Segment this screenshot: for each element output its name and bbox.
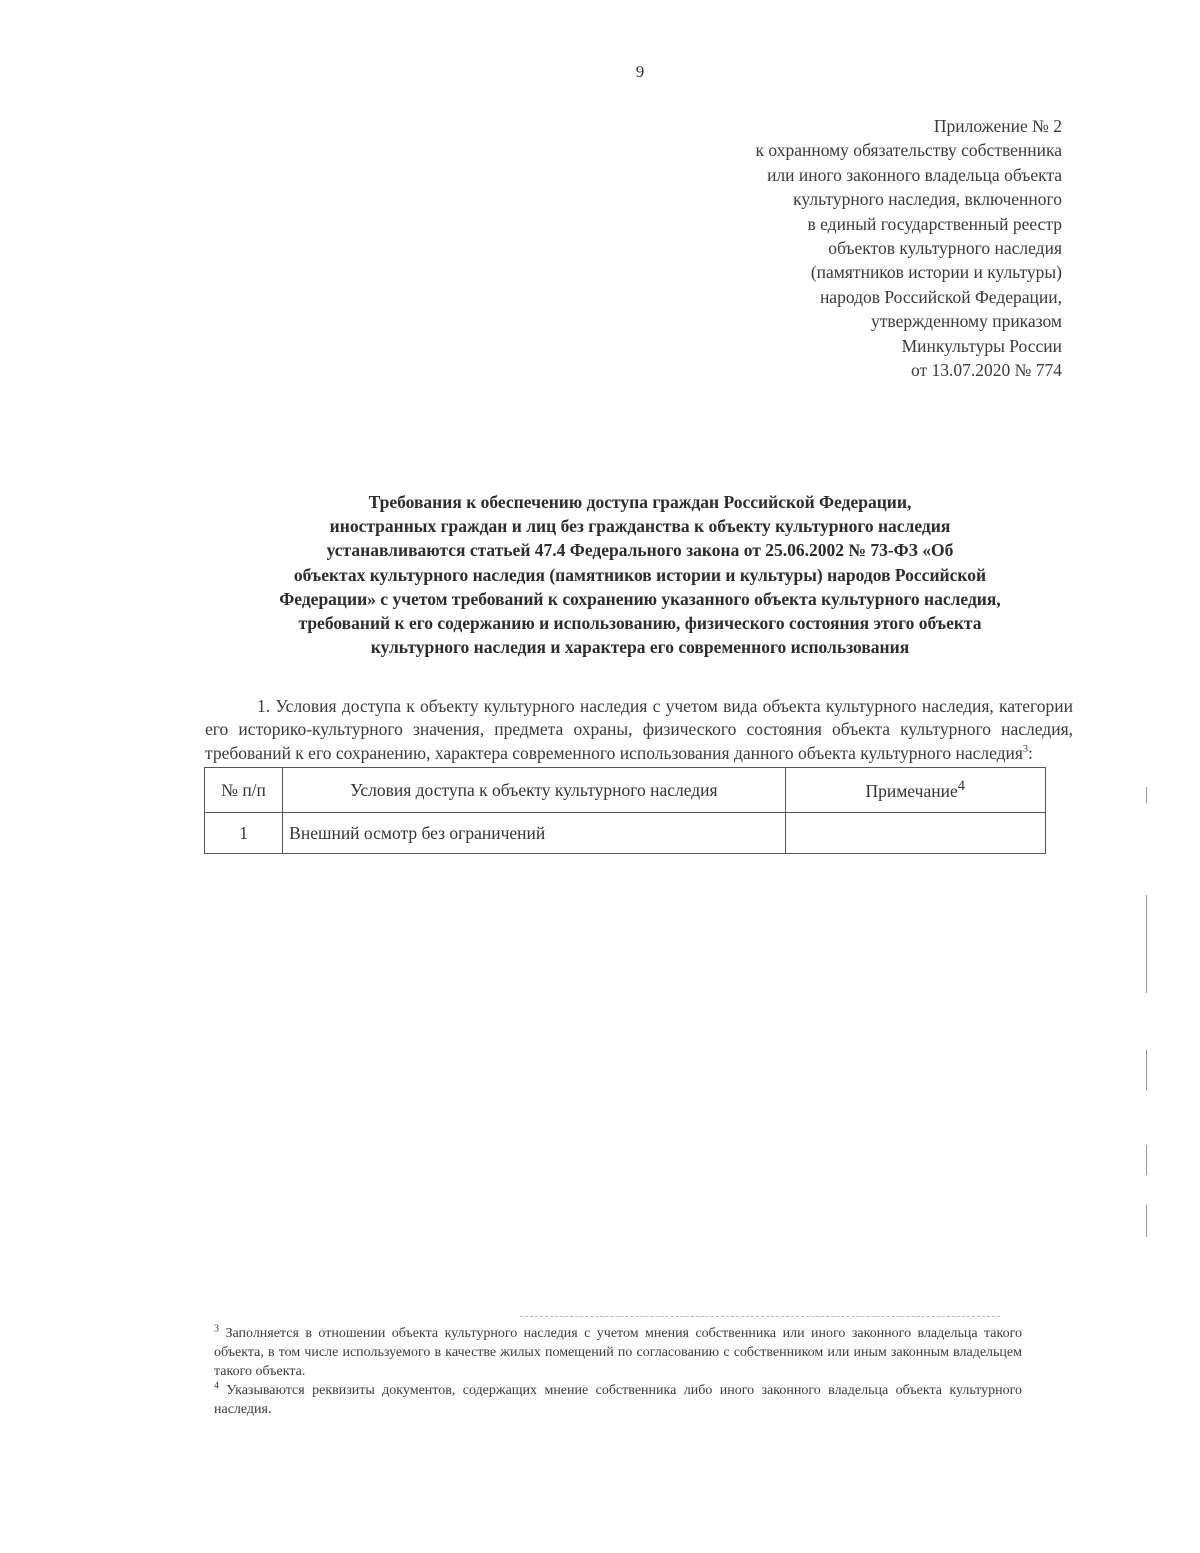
footnote [214, 1381, 1022, 1419]
title-line: Федерации» с учетом требований к сохранению указанного объекта культурного наследия, [279, 588, 1001, 609]
footnotes [214, 1324, 1022, 1419]
appendix-line: (памятников истории и культуры) [810, 262, 1062, 283]
header-condition: Условия доступа к объекту культурного наследия [283, 768, 785, 813]
footnote-number: 4 [214, 1380, 219, 1392]
row-num: 1 [205, 813, 283, 854]
title-line: Требования к обеспечению доступа граждан Российской Федерации, [368, 492, 912, 512]
page-number: 9 [635, 62, 645, 81]
access-table [204, 767, 1046, 854]
title-line: устанавливаются статьей 47.4 Федерального закона от 25.06.2002 № 73-ФЗ «Об [326, 540, 954, 561]
appendix-line: в единый государственный реестр [807, 213, 1062, 234]
appendix-line: к охранному обязательству собственника [755, 140, 1062, 161]
appendix-line: культурного наследия, включенного [793, 189, 1062, 210]
access-conditions-paragraph [205, 695, 1073, 766]
header-num: № п/п [205, 768, 283, 813]
paragraph-text: 1. Условия доступа к объекту культурного наследия с учетом вида объекта культурного наследия, категории его историко-культурного значения, предмета охраны, физического состояния объекта культурного наследия, требований к его сохранению, характера современного использования данного объекта культурного наследия [205, 695, 1073, 763]
footnote-number: 3 [214, 1323, 219, 1335]
row-note [785, 813, 1046, 854]
title-line: объектах культурного наследия (памятников истории и культуры) народов Российской [293, 564, 987, 585]
scan-artifact [1146, 895, 1147, 993]
scan-artifact [1146, 787, 1147, 803]
scan-artifact [1146, 1050, 1147, 1090]
document-title [200, 490, 1080, 659]
appendix-line: утвержденному приказом [871, 311, 1062, 332]
appendix-line: от 13.07.2020 № 774 [911, 360, 1062, 381]
paragraph-tail: : [1027, 742, 1033, 763]
appendix-line: или иного законного владельца объекта [767, 164, 1062, 185]
scan-artifact [1146, 1205, 1147, 1237]
row-condition: Внешний осмотр без ограничений [283, 813, 785, 854]
appendix-line: Минкультуры России [901, 335, 1062, 356]
header-note [785, 768, 1046, 813]
appendix-line: объектов культурного наследия [828, 238, 1062, 259]
table-header-row [205, 768, 1046, 813]
footnote-ref: 3 [1022, 743, 1028, 755]
header-note-label: Примечание [865, 780, 958, 801]
footnote-divider [520, 1316, 1000, 1317]
footnote-text: Указываются реквизиты документов, содержащих мнение собственника либо иного законного владельца объекта культурного наследия. [214, 1383, 1023, 1417]
title-line: требований к его содержанию и использованию, физического состояния этого объекта [298, 613, 982, 634]
table-row [205, 813, 1046, 854]
footnote [214, 1324, 1022, 1381]
appendix-header [642, 114, 1062, 382]
title-line: иностранных граждан и лиц без гражданства к объекту культурного наследия [329, 516, 951, 537]
footnote-text: Заполняется в отношении объекта культурного наследия с учетом мнения собственника или иного законного владельца такого объекта, в том числе используемого в качестве жилых помещений по согласованию с собственником или иным законным владельцем такого объекта. [214, 1326, 1023, 1379]
appendix-line: народов Российской Федерации, [819, 286, 1062, 307]
title-line: культурного наследия и характера его современного использования [370, 637, 910, 658]
footnote-ref: 4 [957, 778, 966, 795]
scan-artifact [1146, 1145, 1147, 1175]
appendix-line: Приложение № 2 [933, 116, 1062, 136]
